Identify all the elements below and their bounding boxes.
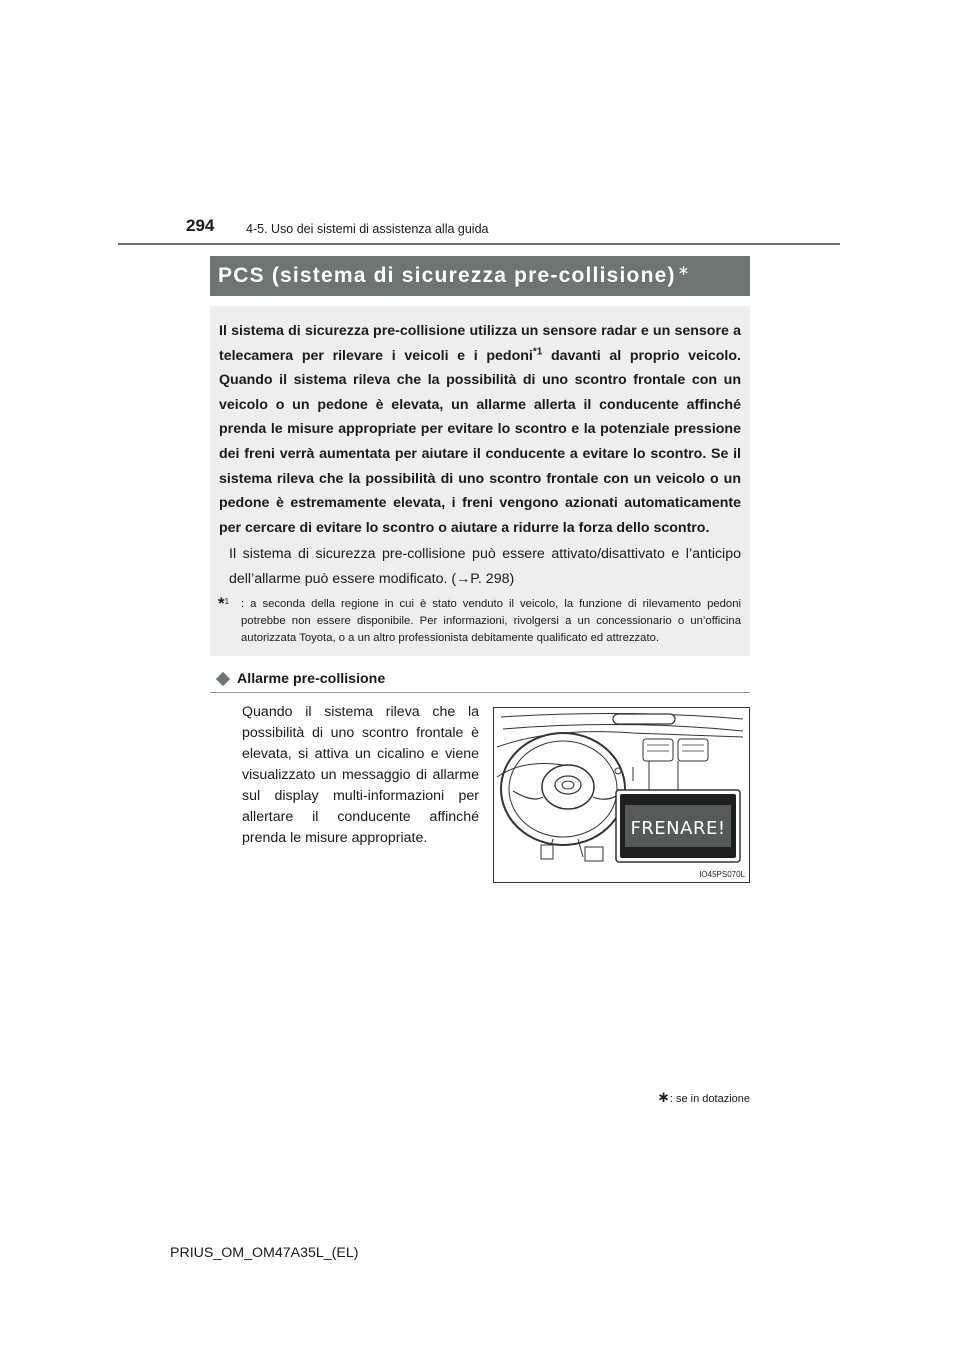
- document-code: PRIUS_OM_OM47A35L_(EL): [170, 1245, 359, 1261]
- intro-bold-text-2: davanti al proprio veicolo. Quando il sistema rileva che la possibilità di uno scontro frontale con un veicolo o un pedone è elevata, un allarme allerta il conducente affinché prenda le misure appropriate per evitare lo scontro e la potenziale pressione dei freni verrà aumentata per aiutare il conducente a evitare lo scontro. Se il sistema rileva che la possibilità di uno scontro frontale con un veicolo o un pedone è estremamente elevata, i freni vengono azionati automaticamente per cercare di evitare lo scontro o aiutare a ridurre la forza dello scontro.: [219, 347, 741, 536]
- diamond-bullet-icon: [216, 671, 230, 685]
- optional-equipment-note: [657, 1088, 750, 1106]
- intro-bold-text-1: Il sistema di sicurezza pre-collisione utilizza un sensore radar e un sensore a telecamera per rilevare i veicoli e i pedoni: [219, 323, 741, 364]
- footnote-number: 1: [224, 596, 230, 606]
- footnote-marker: [218, 593, 229, 615]
- intro-footnote-ref: *1: [532, 345, 543, 357]
- page-number: 294: [186, 216, 215, 235]
- note-star: ∗: [657, 1089, 670, 1106]
- intro-bold-paragraph: [219, 319, 741, 540]
- section-heading-text: Allarme pre-collisione: [237, 670, 386, 687]
- header-rule: [118, 243, 840, 245]
- image-code: IO45PS070L: [699, 870, 745, 879]
- section-path: 4-5. Uso dei sistemi di assistenza alla guida: [246, 222, 489, 236]
- intro-footnote: [218, 593, 741, 647]
- footnote-text: : a seconda della regione in cui è stato venduto il veicolo, la funzione di rilevamento pedoni potrebbe non essere disponibile. Per informazioni, rivolgersi a un concessionario o un’officina autorizzata Toyota, o a un altro professionista debitamente qualificato ed attrezzato.: [241, 597, 741, 644]
- section-body-paragraph: Quando il sistema rileva che la possibilità di uno scontro frontale è elevata, si attiva un cicalino e viene visualizzato un messaggio di allarme sul display multi-informazioni per allertare il conducente affinché prenda le misure appropriate.: [242, 704, 479, 846]
- dashboard-illustration: [493, 707, 750, 883]
- intro-normal-paragraph: Il sistema di sicurezza pre-collisione può essere attivato/disattivato e l’anticipo dell’allarme può essere modificato. (→P. 298): [229, 546, 741, 587]
- page-title: PCS (sistema di sicurezza pre-collisione): [218, 264, 676, 287]
- optional-equipment-mark: ∗: [677, 261, 690, 278]
- section-heading: [210, 671, 750, 693]
- warning-message: FRENARE!: [630, 818, 726, 839]
- intro-box: [210, 306, 750, 656]
- page-title-bar: [210, 256, 750, 296]
- footnote-star: *: [218, 593, 225, 613]
- note-text: : se in dotazione: [669, 1093, 750, 1105]
